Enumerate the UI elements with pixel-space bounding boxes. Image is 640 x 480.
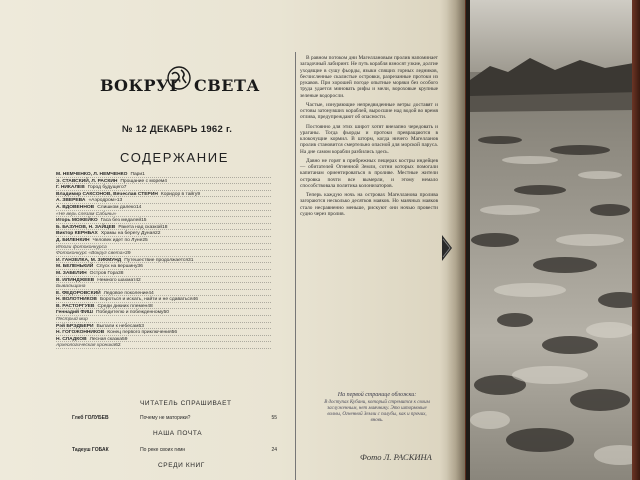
- toc-list: [56, 172, 281, 350]
- toc-author: Рэй БРЭДБЕРИ: [56, 323, 94, 329]
- toc-page-number: 22: [154, 231, 161, 237]
- issue-number: № 12 ДЕКАБРЬ 1962 г.: [122, 124, 233, 135]
- entry-page: 24: [271, 447, 277, 453]
- dot-leader: [56, 302, 271, 303]
- dot-leader: [56, 269, 271, 270]
- toc-title: Путешествие продолжается: [124, 257, 188, 263]
- toc-page-number: 14: [135, 204, 142, 210]
- toc-title: Бороться и искать, найти и не сдаваться: [99, 297, 193, 303]
- arrow-right-icon: [440, 233, 454, 263]
- toc-title: «Не верь слезам Сабины»: [56, 211, 117, 217]
- toc-entry: [56, 264, 281, 271]
- dot-leader: [56, 348, 271, 349]
- toc-entry: [56, 218, 281, 225]
- toc-author: И. ГАНЗЕЛКА, М. ЗИКМУНД: [56, 257, 122, 263]
- toc-page-number: 13: [116, 198, 123, 204]
- toc-page-number: 44: [148, 290, 154, 296]
- dot-leader: [56, 276, 271, 277]
- dot-leader: [56, 289, 271, 290]
- caption-heading: На первой странице обложки:: [337, 392, 417, 398]
- toc-author: Виктор КЕРНБАХ: [56, 231, 98, 237]
- toc-page-number: 15: [141, 218, 147, 224]
- toc-title: Фотоконкурс «Вокруг света»: [56, 251, 126, 257]
- entry-page: 55: [271, 415, 277, 421]
- toc-title: Коридор в тайгу: [160, 191, 198, 197]
- toc-entry: [56, 271, 281, 278]
- masthead-word-left: ВОКРУГ: [100, 76, 182, 95]
- toc-page-number: 31: [187, 257, 194, 263]
- toc-author: А. ВДОВЕННОВ: [56, 204, 95, 210]
- article-paragraph: Теперь каждую ночь на островах Магелланова пролива загораются несколько десятков маяков. Но маячных маяков стало несравненно меньше, рискуют они ночью провести судно через пролив.: [300, 192, 438, 217]
- photo-credit: Фото Л. РАСКИНА: [360, 452, 432, 462]
- dot-leader: [56, 203, 271, 204]
- toc-title: «Аэродром»: [88, 198, 117, 204]
- dot-leader: [56, 322, 271, 323]
- toc-title: Остров Гора: [89, 270, 119, 276]
- entry-author: Тадеуш ГОБАК: [72, 447, 109, 453]
- toc-entry: [56, 278, 281, 285]
- dot-leader: [56, 236, 271, 237]
- toc-page-number: 56: [171, 330, 178, 336]
- toc-entry: [56, 330, 281, 337]
- toc-author: А. ЗВЕРЕВА: [56, 198, 86, 204]
- toc-entry: [56, 297, 281, 304]
- photo-page: [466, 0, 640, 480]
- toc-page-number: 29: [125, 251, 131, 257]
- section-our-mail: НАША ПОЧТА: [153, 430, 203, 437]
- toc-title: Город будущего: [87, 185, 124, 191]
- toc-title: Бывальщина: [56, 284, 86, 290]
- toc-page-number: 46: [192, 297, 198, 303]
- column-divider: [295, 52, 296, 480]
- cover-caption: [322, 392, 432, 424]
- article-paragraph: В равном потоком дни Магеллановым пролив напоминает загадочный лабиринт. Не путь корабля взносят узкие, долгие уходящие в сушу фьорды, языки спящих горных ледников, бесчисленные скалистые островки, разрезанные протоки из рукавов. При хорошей погоде опытные моряки без особого труда удается миновать рифы и мели, вороховые крупные зеленые водоросли.: [300, 55, 438, 99]
- toc-title: Прощание с морем: [120, 178, 165, 184]
- magazine-masthead: [100, 62, 260, 102]
- toc-title: Пестрый мир: [56, 317, 88, 323]
- toc-author: Н. СЛАДКОВ: [56, 336, 87, 342]
- toc-page-number: 9: [197, 191, 201, 197]
- toc-author: М. НЕМЧЕНКО, Л. НЕМЧЕНКО: [56, 172, 128, 177]
- toc-page-number: 62: [115, 343, 121, 349]
- toc-entry: [56, 310, 281, 317]
- toc-page-number: 25: [142, 237, 148, 243]
- toc-entry: [56, 317, 281, 324]
- toc-title: Немного шахмат: [97, 277, 136, 283]
- toc-entry: [56, 198, 281, 205]
- toc-author: В. РАСТОРГУЕВ: [56, 303, 95, 309]
- article-paragraph: Постоянно для этих широт хотят внезапно чередовать и ураганы. Тогда фьорды и протоки превращаются в клокочущие кормил. В шторм, когда ничего Магелланов пролив становится смертельно опасной для морской паруса. На дне самом корабли разбились здесь.: [300, 123, 438, 155]
- toc-author: Игорь МОЖЕЙКО: [56, 218, 98, 224]
- toc-entry: [56, 205, 281, 212]
- toc-title: Слишком далеко: [97, 204, 136, 210]
- toc-author: Н. ВОЛОТНИКОВ: [56, 297, 97, 303]
- toc-page-number: 53: [138, 323, 144, 329]
- entry-author: Глеб ГОЛУБЕВ: [72, 415, 109, 421]
- toc-author: Е. ФЕДОРОВСКИЙ: [56, 290, 101, 296]
- toc-author: М. БЕЛЕНЬКИЙ: [56, 264, 94, 270]
- toc-entry: [56, 185, 281, 192]
- toc-page-number: 48: [147, 303, 153, 309]
- toc-author: Д. БИЛЕНКИН: [56, 237, 90, 243]
- toc-page-number: 59: [122, 336, 128, 342]
- toc-entry: [56, 238, 281, 245]
- masthead-word-right: СВЕТА: [194, 76, 260, 95]
- toc-title: Спуск на вершину: [96, 264, 138, 270]
- toc-author: Владимир САКСОНОВ, Вячеслав СТЕРИН: [56, 191, 158, 197]
- landscape-photo: [470, 0, 640, 480]
- toc-page-number: 38: [118, 270, 124, 276]
- toc-title: Пари: [130, 172, 143, 177]
- reader-asks-entry: [72, 415, 277, 421]
- toc-page-number: 1: [142, 172, 145, 177]
- toc-page-number: 7: [123, 185, 127, 191]
- toc-author: В. ИЛИНДЖЕЕВ: [56, 277, 95, 283]
- toc-page-number: 36: [137, 264, 143, 270]
- toc-title: Ракета над сказкой: [118, 224, 163, 230]
- toc-title: Гаса без медалей: [100, 218, 142, 224]
- section-among-books: СРЕДИ КНИГ: [158, 462, 205, 469]
- toc-title: Лесная сказка: [89, 336, 122, 342]
- toc-title: Выпали к небесам: [96, 323, 139, 329]
- article-paragraph: Частые, изнуряющие непредвиденные ветры доставят и остовы затонувших кораблей, выросшие над водой во время отлива, предупреждают об опасности.: [300, 101, 438, 121]
- toc-entry: [56, 172, 281, 179]
- toc-page-number: 50: [163, 310, 169, 316]
- toc-author: Н. ГОГОЖОННИКОВ: [56, 330, 105, 336]
- toc-entry: [56, 231, 281, 238]
- toc-author: Геннадий ФИШ: [56, 310, 93, 316]
- dot-leader: [56, 315, 271, 316]
- globe-icon: [166, 65, 192, 91]
- toc-author: М. ЗАБЕЛИН: [56, 270, 87, 276]
- caption-text: В доступах Кубани, который стремится к своим заслуженным, нет маячнику. Это штормовые волны, Огненной Земли с палубы, как и прочих, вновь.: [324, 400, 430, 423]
- toc-page-number: 4: [164, 178, 168, 184]
- toc-entry: [56, 343, 281, 350]
- toc-title: Человек идет по Луне: [92, 237, 143, 243]
- toc-title: Итоги фотоконкурса: [56, 244, 107, 250]
- cover-edge: [632, 0, 640, 480]
- toc-entry: [56, 251, 281, 258]
- section-reader-asks: ЧИТАТЕЛЬ СПРАШИВАЕТ: [140, 400, 232, 407]
- entry-title: Почему не маторики?: [139, 415, 191, 421]
- toc-title: Среди дикиих племен: [97, 303, 148, 309]
- toc-title: Храмы на берегу Дуная: [100, 231, 155, 237]
- toc-author: Г. НИКАЛЕВ: [56, 185, 85, 191]
- our-mail-entry: [72, 447, 277, 453]
- article-paragraph: Давно не горят в прибрежных пещерах костры индейцев — обитателей Огненной Земли, сотни которых помогали капитанам ориентироваться в проливе. Местные жители островка почти все вымерли, и этому немало способствовала политика колонизаторов.: [300, 157, 438, 189]
- toc-heading: СОДЕРЖАНИЕ: [120, 150, 230, 165]
- article-column: [300, 55, 438, 220]
- toc-title: Победителю и побежденному: [95, 310, 164, 316]
- toc-page-number: 42: [135, 277, 141, 283]
- toc-entry: [56, 284, 281, 291]
- toc-author: Э. СТАВСКИЙ, Л. РАСКИН: [56, 178, 118, 184]
- toc-author: Б. БАЗУНОВ, Н. ЗАЙЦЕВ: [56, 224, 116, 230]
- toc-title: Конец первого приключения: [107, 330, 172, 336]
- toc-page-number: 18: [162, 224, 168, 230]
- toc-title: Археологическая хроника: [56, 343, 116, 349]
- entry-title: По реке своих гимн: [140, 447, 186, 453]
- toc-title: Ледовое поколение: [103, 290, 149, 296]
